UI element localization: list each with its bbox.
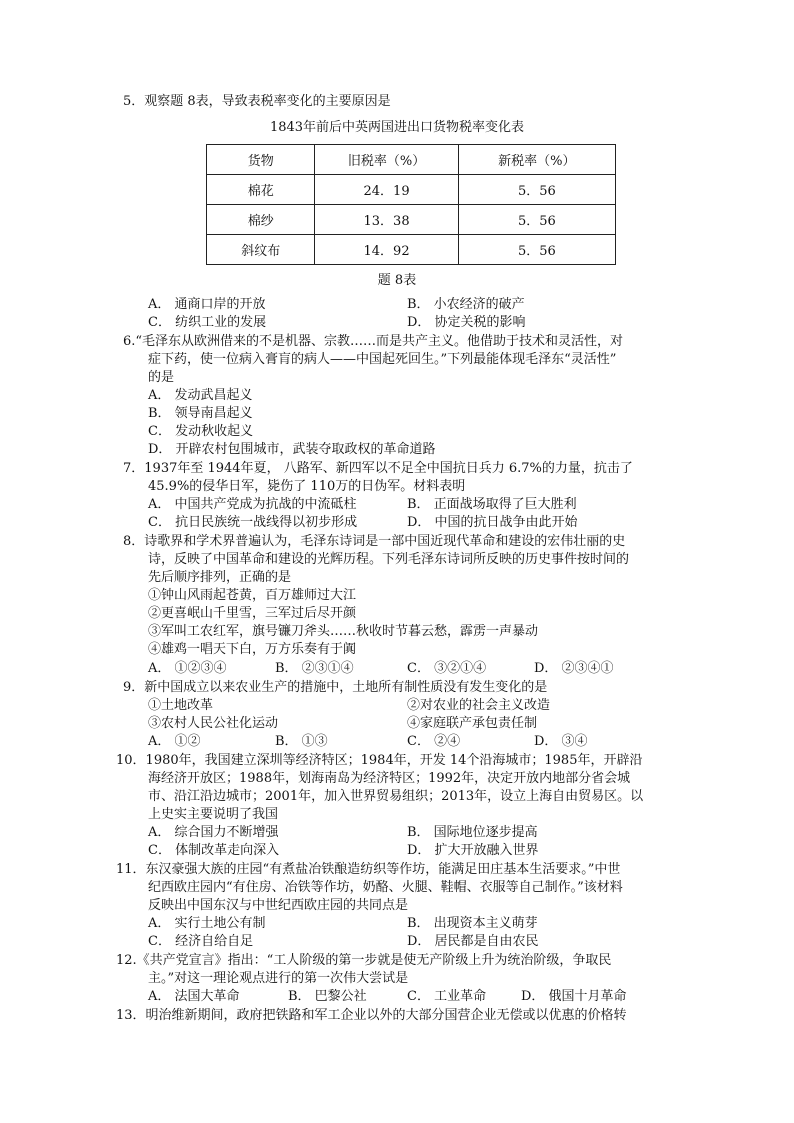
q8-item: ④雄鸡一唱天下白，万方乐奏有于阗 <box>148 642 357 657</box>
q8-stem-line: 先后顺序排列，正确的是 <box>148 570 292 585</box>
q9-option-b: B． ①③ <box>275 734 328 749</box>
q10-option-b: B． 国际地位逐步提高 <box>407 825 538 840</box>
table-title: 1843年前后中英两国进出口货物税率变化表 <box>269 120 525 135</box>
table-cell: 棉纱 <box>207 205 315 235</box>
q9-option-a: A． ①② <box>148 734 201 749</box>
q5-option-c: C． 纺织工业的发展 <box>148 315 267 330</box>
table-cell: 棉花 <box>207 175 315 205</box>
table-row <box>207 235 616 265</box>
q10-option-a: A． 综合国力不断增强 <box>148 825 279 840</box>
q9-stem-line: 9．新中国成立以来农业生产的措施中，土地所有制性质没有发生变化的是 <box>123 680 548 695</box>
table-cell: 13．38 <box>315 205 458 235</box>
q7-option-c: C． 抗日民族统一战线得以初步形成 <box>148 515 358 530</box>
q12-option-c: C． 工业革命 <box>407 989 487 1004</box>
q9-item: ③农村人民公社化运动 <box>148 716 279 731</box>
q6-option-c: C． 发动秋收起义 <box>148 424 254 439</box>
q5-stem: 5．观察题 8表，导致表税率变化的主要原因是 <box>123 94 391 109</box>
table-row <box>207 205 616 235</box>
q13-stem-line: 13．明治维新期间，政府把铁路和军工企业以外的大部分国营企业无偿或以优惠的价格转 <box>116 1008 627 1023</box>
q8-stem-line: 诗，反映了中国革命和建设的光辉历程。下列毛泽东诗词所反映的历史事件按时间的 <box>148 552 630 567</box>
table-cell: 5．56 <box>458 175 615 205</box>
table-cell: 5．56 <box>458 235 615 265</box>
q9-item: ②对农业的社会主义改造 <box>407 698 551 713</box>
q10-option-d: D． 扩大开放融入世界 <box>407 843 539 858</box>
q12-option-d: D． 俄国十月革命 <box>521 989 627 1004</box>
q11-stem-line: 纪西欧庄园内“有住房、冶铁等作坊，奶酪、火腿、鞋帽、衣服等自己制作。”该材料 <box>148 880 623 895</box>
q8-stem-line: 8．诗歌界和学术界普遍认为，毛泽东诗词是一部中国近现代革命和建设的宏伟壮丽的史 <box>123 534 626 549</box>
q7-option-b: B． 正面战场取得了巨大胜利 <box>407 497 577 512</box>
q5-option-a: A． 通商口岸的开放 <box>148 297 266 312</box>
q8-option-b: B． ②③①④ <box>275 661 354 676</box>
q10-stem-line: 海经济开放区；1988年，划海南岛为经济特区；1992年，决定开放内地部分省会城 <box>148 771 631 786</box>
q6-option-d: D． 开辟农村包围城市，武装夺取政权的革命道路 <box>148 442 436 457</box>
q9-option-d: D． ③④ <box>534 734 588 749</box>
q9-option-c: C． ②④ <box>407 734 461 749</box>
q6-option-a: A． 发动武昌起义 <box>148 388 253 403</box>
q6-option-b: B． 领导南昌起义 <box>148 406 253 421</box>
q8-option-a: A． ①②③④ <box>148 661 227 676</box>
q11-option-b: B． 出现资本主义萌芽 <box>407 916 538 931</box>
table-cell: 14．92 <box>315 235 458 265</box>
table-cell: 斜纹布 <box>207 235 315 265</box>
table-header-row <box>207 145 616 175</box>
q7-stem-line: 7．1937年至 1944年夏， 八路军、新四军以不足全中国抗日兵力 6.7%的力量，抗击了 <box>123 461 633 476</box>
q5-option-b: B． 小农经济的破产 <box>407 297 525 312</box>
q8-option-d: D． ②③④① <box>534 661 614 676</box>
q6-stem-line: 的是 <box>148 370 175 385</box>
q6-stem-line: 6.“毛泽东从欧洲借来的不是机器、宗教……而是共产主义。他借助于技术和灵活性，对 <box>123 334 624 349</box>
q7-option-a: A． 中国共产党成为抗战的中流砥柱 <box>148 497 357 512</box>
q11-option-d: D． 居民都是自由农民 <box>407 934 539 949</box>
q8-option-c: C． ③②①④ <box>407 661 487 676</box>
table-cell: 24．19 <box>315 175 458 205</box>
q11-option-c: C． 经济自给自足 <box>148 934 254 949</box>
table-row <box>207 175 616 205</box>
q10-stem-line: 10．1980年，我国建立深圳等经济特区；1984年，开发 14个沿海城市；1985年，开辟沿 <box>116 753 643 768</box>
q9-item: ④家庭联产承包责任制 <box>407 716 538 731</box>
q10-option-c: C． 体制改革走向深入 <box>148 843 280 858</box>
q12-option-b: B． 巴黎公社 <box>288 989 367 1004</box>
table-header: 新税率（%） <box>458 145 615 175</box>
table-header: 旧税率（%） <box>315 145 458 175</box>
q8-item: ①钟山风雨起苍黄，百万雄师过大江 <box>148 588 357 603</box>
q8-item: ②更喜岷山千里雪，三军过后尽开颜 <box>148 606 357 621</box>
q10-stem-line: 市、沿江沿边城市；2001年，加入世界贸易组织；2013年，设立上海自由贸易区。以 <box>148 789 644 804</box>
q12-stem-line: 主。”对这一理论观点进行的第一次伟大尝试是 <box>148 971 409 986</box>
q9-item: ①土地改革 <box>148 698 214 713</box>
tax-rate-table <box>206 144 616 265</box>
q11-stem-line: 反映出中国东汉与中世纪西欧庄园的共同点是 <box>148 898 409 913</box>
q7-option-d: D． 中国的抗日战争由此开始 <box>407 515 578 530</box>
q12-stem-line: 12.《共产党宣言》指出：“工人阶级的第一步就是使无产阶级上升为统治阶级，争取民 <box>116 953 612 968</box>
q12-option-a: A． 法国大革命 <box>148 989 240 1004</box>
q6-stem-line: 症下药，使一位病入膏肓的病人——中国起死回生。”下列最能体现毛泽东“灵活性” <box>148 352 617 367</box>
q11-stem-line: 11．东汉豪强大族的庄园“有煮盐冶铁酿造纺织等作坊，能满足田庄基本生活要求。”中世 <box>116 862 621 877</box>
q5-option-d: D． 协定关税的影响 <box>407 315 526 330</box>
table-label: 题 8表 <box>377 273 417 288</box>
q10-stem-line: 上史实主要说明了我国 <box>148 807 279 822</box>
q8-item: ③军叫工农红军，旗号镰刀斧头……秋收时节暮云愁，霹雳一声暴动 <box>148 624 539 639</box>
table-cell: 5．56 <box>458 205 615 235</box>
q11-option-a: A． 实行土地公有制 <box>148 916 266 931</box>
q7-stem-line: 45.9%的侵华日军，毙伤了 110万的日伪军。材料表明 <box>148 479 466 494</box>
table-header: 货物 <box>207 145 315 175</box>
